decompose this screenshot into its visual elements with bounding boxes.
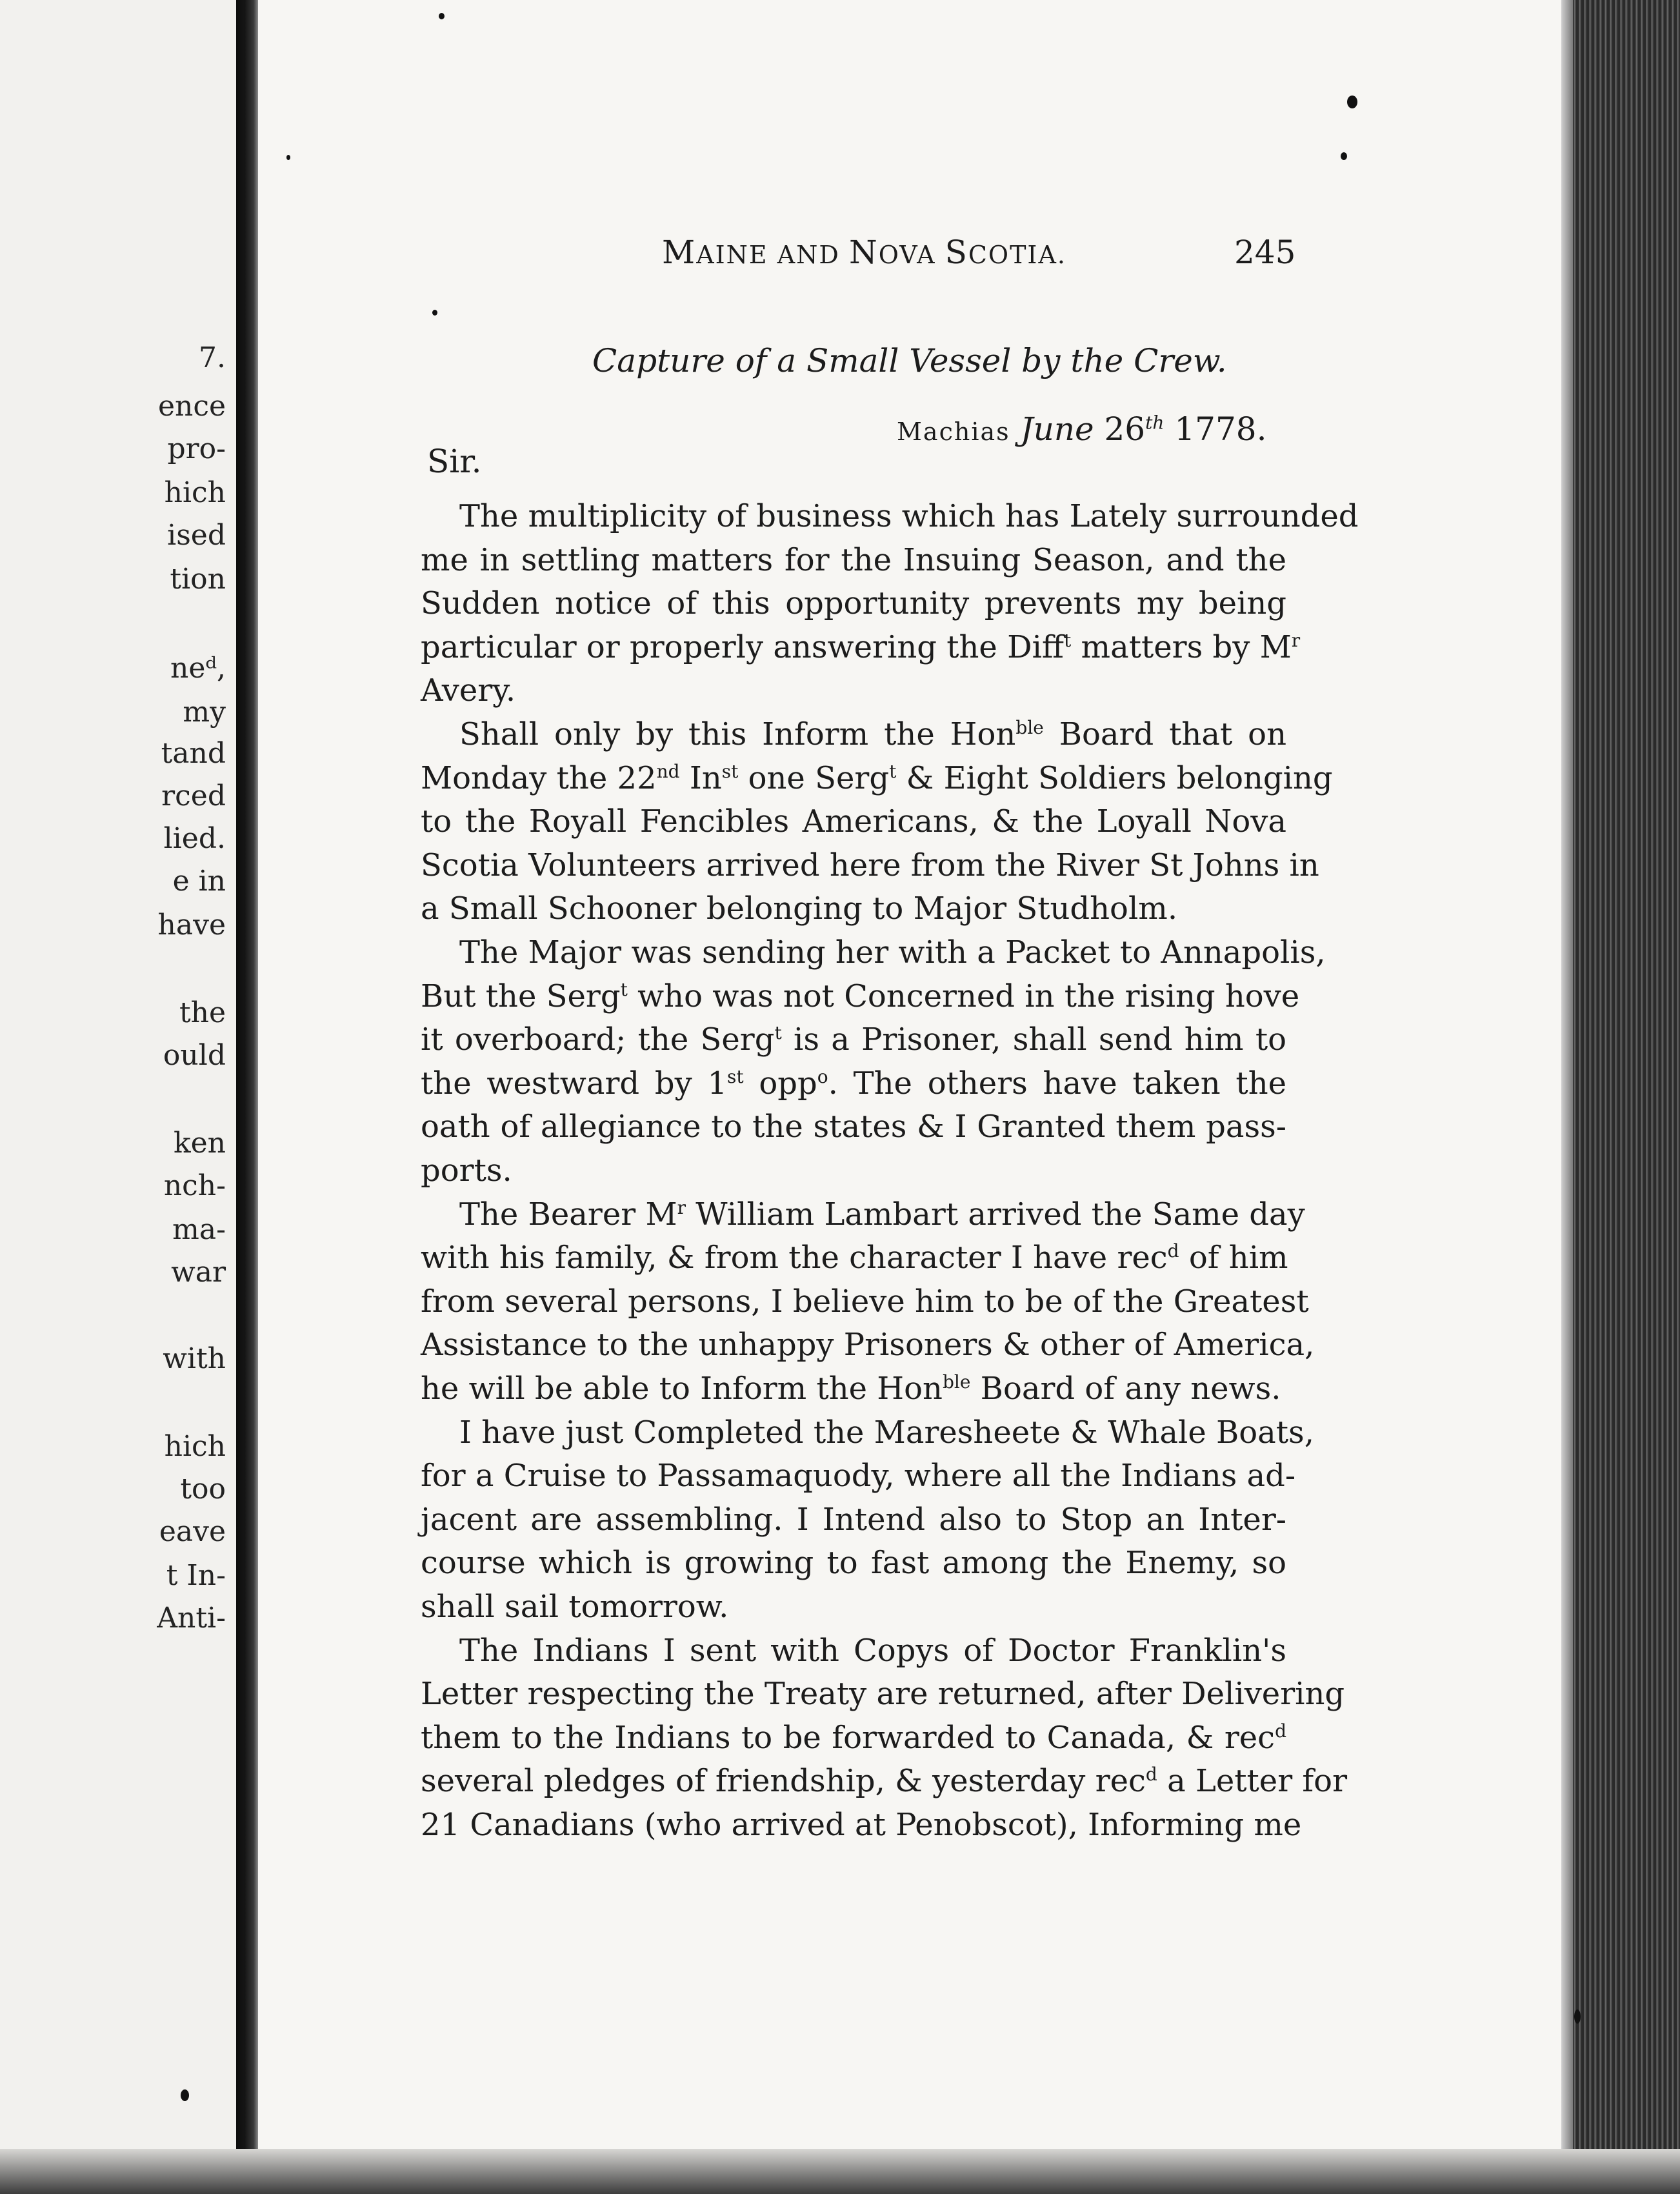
facing-page-fragment: hich [164,1430,226,1463]
facing-page-fragment: ence [157,390,226,423]
body-line: from several persons, I believe him to be of the Greatest [421,1283,1309,1320]
facing-page-fragment: hich [164,476,226,509]
body-line: The Major was sending her with a Packet to Annapolis, [459,934,1326,971]
body-line: he will be able to Inform the Hon$^{ble}$ Board of any news. [421,1371,1281,1407]
facing-page-fragment: Anti- [157,1602,226,1635]
facing-page-fragment: too [180,1473,226,1505]
body-line: Scotia Volunteers arrived here from the River St Johns in [421,847,1319,883]
facing-page-fragment: nch- [163,1169,226,1202]
body-line: Letter respecting the Treaty are returned, after Delivering [421,1676,1345,1712]
page-edges [1561,0,1680,2194]
body-line: I have just Completed the Maresheete & Whale Boats, [459,1414,1314,1451]
facing-page-fragment: tion [170,563,226,596]
scan-bottom-edge [0,2149,1680,2194]
body-line: me in settling matters for the Insuing Season, and the [421,542,1286,578]
facing-page-fragment: 7. [199,341,226,374]
body-line: jacent are assembling. I Intend also to Stop an Inter- [421,1502,1286,1538]
body-line: them to the Indians to be forwarded to Canada, & rec$^d$ [421,1720,1286,1756]
facing-page-fragment: ken [173,1127,226,1160]
body-line: The Bearer $M^r$ William Lambart arrived the Same day [459,1196,1305,1233]
body-line: for a Cruise to Passamaquody, where all the Indians ad- [421,1458,1296,1494]
facing-page-fragment: rced [161,780,226,812]
facing-page-fragment: the [179,996,226,1029]
body-line: the westward by 1st opp$^o$. The others have taken the [421,1065,1287,1102]
facing-page-fragment: pro- [167,432,226,465]
body-line: several pledges of friendship, & yesterday rec$^d$ a Letter for [421,1763,1348,1799]
body-line: Assistance to the unhappy Prisoners & other of America, [421,1327,1315,1363]
body-line: The Indians I sent with Copys of Doctor Franklin's [459,1633,1286,1669]
facing-page [0,0,240,2194]
body-line: ports. [421,1152,512,1189]
facing-page-fragment: ould [163,1039,226,1072]
facing-page-fragment: t In- [166,1559,226,1592]
body-line: course which is growing to fast among the Enemy, so [421,1545,1286,1581]
body-line: oath of allegiance to the states & I Granted them pass- [421,1109,1286,1145]
body-line: shall sail tomorrow. [421,1589,729,1625]
body-line: Avery. [421,672,516,709]
body-line: to the Royall Fencibles Americans, & the Loyall Nova [421,803,1286,840]
body-line: particular or properly answering the Diff$^t$ matters by $M^r$ [421,629,1301,665]
body-line: Shall only by this Inform the Hon$^{ble}$ Board that on [459,716,1286,752]
salutation: Sir. [427,443,482,480]
facing-page-fragment: tand [161,737,226,770]
facing-page-fragment: e in [172,865,226,898]
facing-page-fragment: have [157,909,226,941]
body-line: Sudden notice of this opportunity prevents my being [421,585,1286,621]
dateline: Machias June 26th 1778. [897,410,1267,448]
running-head: MAINE AND NOVA SCOTIA. [662,234,1066,271]
facing-page-fragment: war [171,1256,226,1289]
facing-page-fragment: ised [167,519,226,552]
body-line: 21 Canadians (who arrived at Penobscot), Informing me [421,1807,1302,1843]
body-line: with his family, & from the character I have rec$^d$ of him [421,1240,1288,1276]
body-line: it overboard; the Serg$^t$ is a Prisoner, shall send him to [421,1022,1286,1058]
facing-page-fragment: with [163,1342,226,1375]
facing-page-fragment: ma- [172,1213,226,1246]
facing-page-fragment: neᵈ, [170,652,226,685]
facing-page-fragment: my [183,696,226,729]
body-line: The multiplicity of business which has Lately surrounded [459,498,1359,534]
body-line: a Small Schooner belonging to Major Studholm. [421,891,1178,927]
facing-page-fragment: eave [159,1515,226,1548]
body-line: Monday the 22nd $In^{st}$ one Serg$^t$ & Eight Soldiers belonging [421,760,1333,796]
section-title: Capture of a Small Vessel by the Crew. [592,342,1227,379]
page-number: 245 [1234,234,1296,271]
facing-page-fragment: lied. [163,822,226,855]
book-gutter [236,0,258,2194]
body-line: But the Serg$^t$ who was not Concerned in the rising hove [421,978,1300,1014]
